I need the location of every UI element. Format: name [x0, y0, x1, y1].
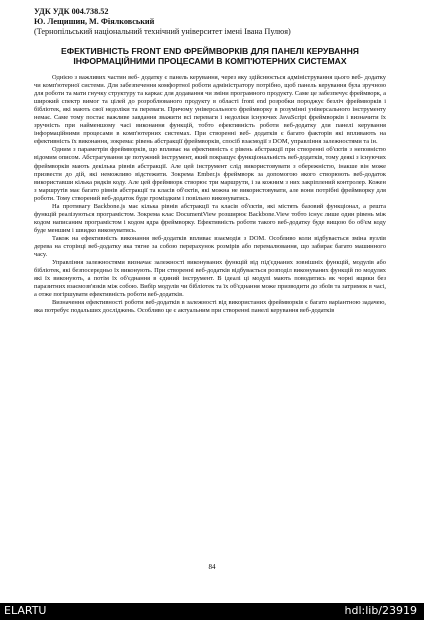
paragraph: Визначення ефективності роботи веб-додатків в залежності від використаних фреймворків є багато варіантною задачею, яка потребує подальших досліджень. Особливо це є актуальним при створенні панелі керування веб-додатків: [34, 299, 386, 315]
page-number: 84: [208, 563, 216, 571]
paragraph: Одним з параметрів фреймворків, що впливає на ефективність є рівень абстракції при створенні об'єктів з неповністю відомим описом. Абстрагування це потужний інструмент, який покращує функціональність веб-додатків, тому деякі з існуючих фреймворків мають декілька рівнів абстракції. Але цей інструмент слід використовувати з обережністю, інакше він може призвести до дій, які неможливо відстежити. Зокрема Ember.js фреймворк за допомогою якого створюють веб-додаток використавши кілька рядків коду. Але цей фреймворк створює три маршрути, і за кожним з них закріплений контролер. Кожен з маршрутів має багато рівнів абстракції та класів об'єктів, які можна не використовувати, але вони потрібні фреймворку для роботи. Тому створений веб-додаток буде громіздким і повільно виконуватись.: [34, 146, 386, 202]
paragraph: На противагу Backbone.js має кілька рівнів абстракції та класів об'єктів, які містять базовий функціонал, а решта функцій реалізуються програмістом. Зокрема клас DocumentView розширює Backbone.View тобто існує лише один рівень між кодом написаним програмістом і кодом ядра фреймворку. Ефективність роботи такого веб-додатку буде вищою бо об'єм коду буде меншим і швидко виконуватись.: [34, 202, 386, 234]
repository-footer: [0, 603, 424, 620]
paragraph: Однією з важливих частин веб- додатку є панель керування, через яку здійснюється адміністрування цього веб- додатку чи комп'ютерної системи. Для забезпечення комфортної роботи адміністратору потрібно, щоб панель керування була зручною для роботи та мати гнучку структуру та каркас для додавання чи зміни програмного продукту. Саме це забезпечує фреймворк, а широкий спектр вимог та цілей до розроблюваного продукту в області front end розробки породжує безліч фреймворків і бібліотек, які мають свої недоліки та переваги. Причому універсального фреймворку в розумінні універсального інструменту немає. Саме тому постає важливе завдання зважити всі переваги і недоліки існуючих JavaScript фреймворків і визначити їх зручність при найменшому часі виконання функцій, тобто ефективність роботи веб-додатку для панелі керування інформаційними процесами в комп'ютерних системах. При створенні веб- додатків є багато факторів які впливають на ефективність їх виконання, зокрема: рівень абстракції фреймворків, спосіб взаємодії з DOM, управління залежностями та ін.: [34, 74, 386, 146]
authors: Ю. Лещишин, М. Фіялковський: [34, 17, 155, 26]
body-text: [34, 74, 386, 315]
handle-id: hdl:lib/23919: [344, 604, 417, 617]
paragraph: Управління залежностями визначає залежності виконуваних функцій від під'єднаних зовнішніх функцій, модулів або бібліотек, які безпосередньо їх виконують. При створенні веб-додатків відбувається розподіл виконуваних функцій по модулях які їх виконують, а потім їх об'єднання в єдиний інструмент. В ідеалі ці модулі мають поводитись як чорні ящики без паразитних взаємозв'язків між собою. Вибір модулів чи бібліотек та їх об'єднання може призводити до збоїв та затримок в часі, а отже погіршувати ефективність роботи веб-додатків.: [34, 259, 386, 299]
affiliation: (Тернопільський національний технічний університет імені Івана Пулюя): [34, 27, 291, 36]
paper-title: ЕФЕКТИВНІСТЬ FRONT END ФРЕЙМВОРКІВ ДЛЯ ПАНЕЛІ КЕРУВАННЯ ІНФОРМАЦІЙНИМИ ПРОЦЕСАМИ В КОМП'ЮТЕРНИХ СИСТЕМАХ: [61, 46, 359, 66]
udk-code: УДК УДК 004.738.52: [34, 7, 109, 16]
repository-name: ELARTU: [4, 604, 47, 617]
paragraph: Також на ефективність виконання веб-додатків впливає взаємодія з DOM. Особливо коли відбувається зміна вузлів дерева на сторінці веб-додатку яка тягне за собою перерахунок розмірів або перемалювання, що забирає багато машинного часу.: [34, 234, 386, 259]
